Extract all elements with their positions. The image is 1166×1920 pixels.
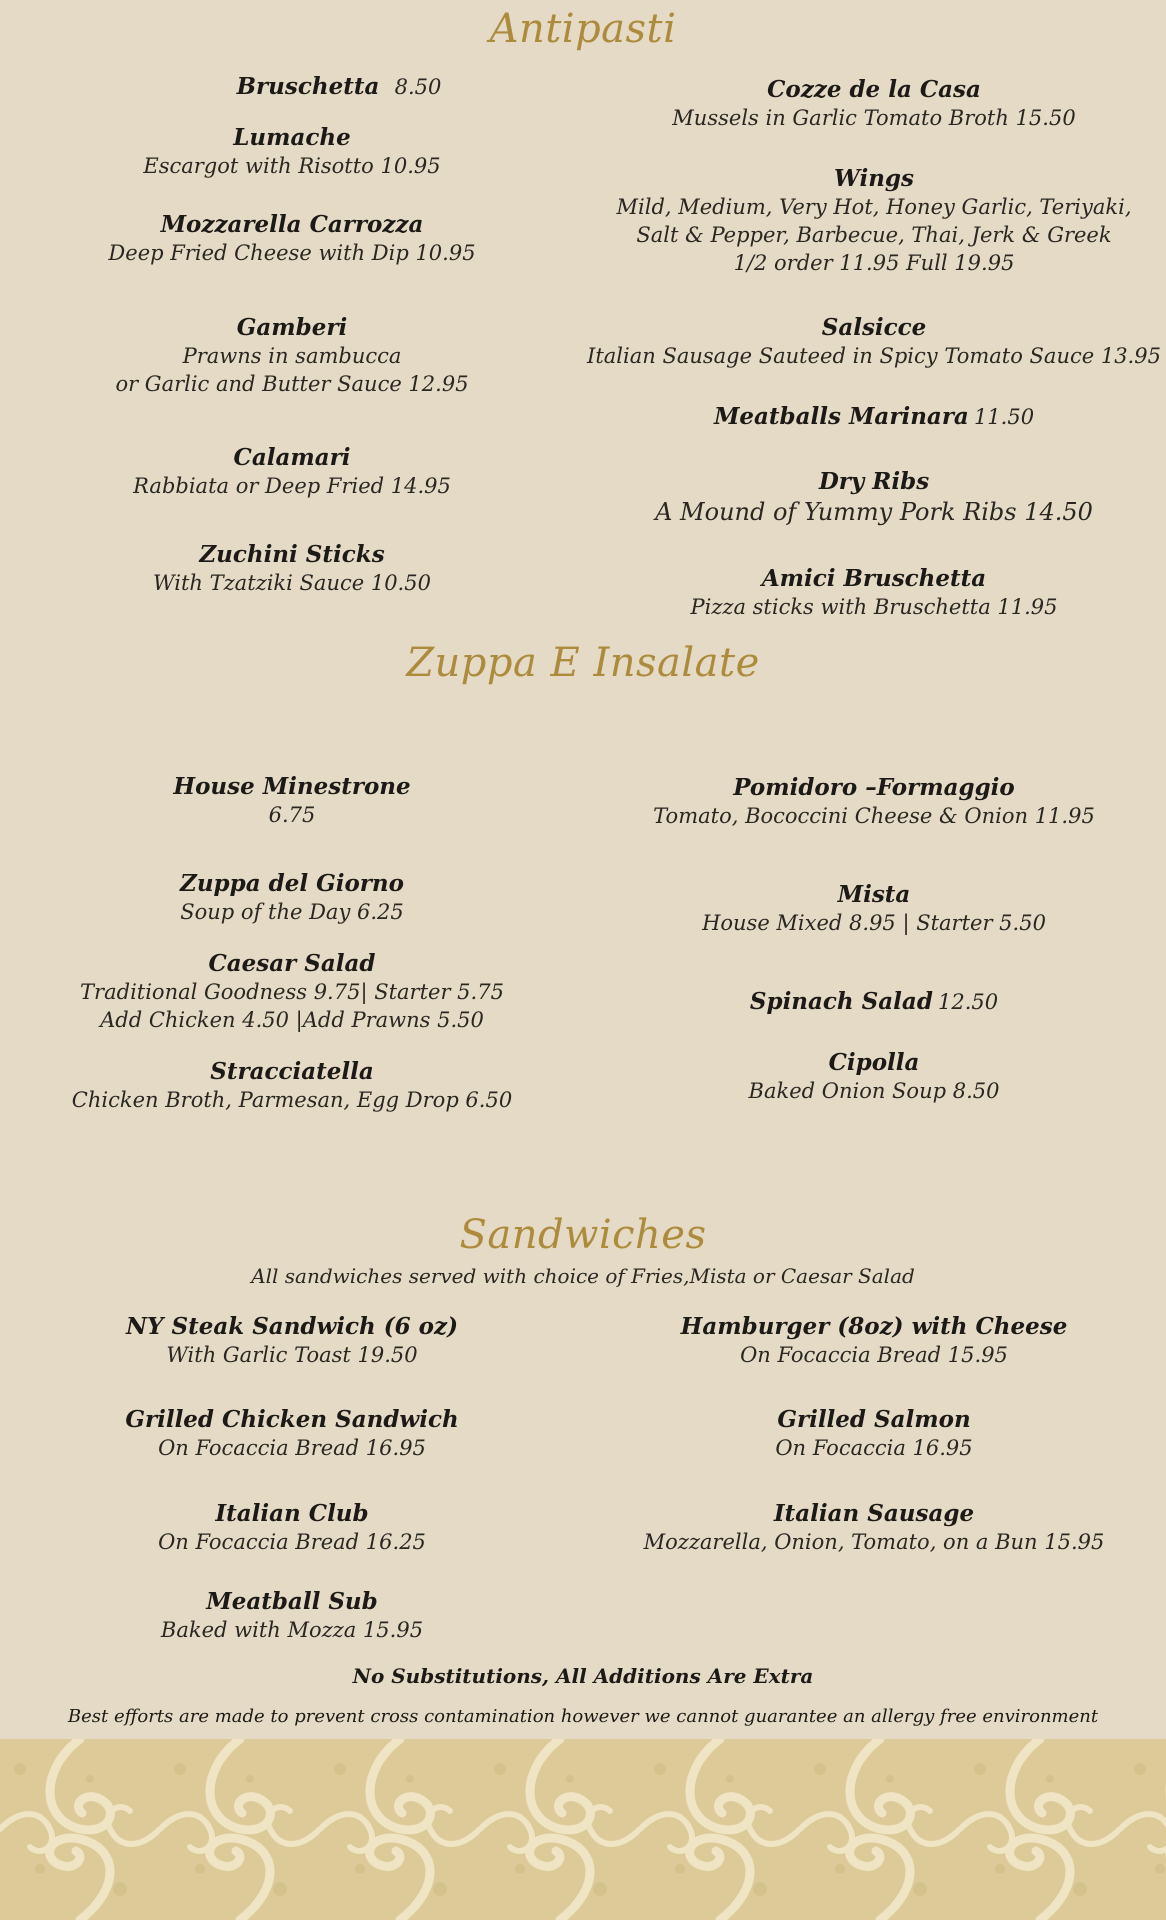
item-description: On Focaccia Bread 16.25	[158, 1530, 426, 1554]
item-price: 12.50	[938, 990, 999, 1014]
item-description: With Garlic Toast 19.50	[166, 1343, 418, 1367]
item-description: On Focaccia 16.95	[775, 1436, 973, 1460]
item-description: Prawns in sambucca	[182, 344, 402, 368]
menu-item-zuchini-sticks	[153, 541, 431, 597]
item-name: Grilled Chicken Sandwich	[125, 1406, 459, 1433]
menu-item-hamburger	[681, 1313, 1068, 1369]
menu-item-stracciatella	[72, 1058, 512, 1114]
item-name: Calamari	[233, 444, 351, 471]
item-name: Zuchini Sticks	[199, 541, 385, 568]
item-description: 6.75	[268, 803, 316, 827]
menu-item-ny-steak-sandwich	[126, 1313, 458, 1369]
item-name: Hamburger (8oz) with Cheese	[680, 1313, 1068, 1340]
section-title-antipasti: Antipasti	[489, 6, 677, 52]
menu-item-cozze-de-la-casa	[672, 76, 1075, 132]
swirl-pattern-graphic	[0, 1739, 1166, 1920]
item-name: Gamberi	[236, 314, 348, 341]
menu-item-bruschetta	[237, 73, 442, 101]
item-description: Baked Onion Soup 8.50	[748, 1079, 1000, 1103]
menu-item-lumache	[143, 124, 440, 180]
item-name: Pomidoro –Formaggio	[733, 774, 1015, 801]
item-description: Soup of the Day 6.25	[180, 900, 404, 924]
item-description: Mussels in Garlic Tomato Broth 15.50	[672, 106, 1076, 130]
item-name: Mista	[837, 881, 911, 908]
item-name: Wings	[834, 165, 914, 192]
menu-item-salsicce	[587, 314, 1161, 370]
menu-item-meatballs-marinara	[714, 403, 1034, 431]
item-description: On Focaccia Bread 15.95	[740, 1343, 1008, 1367]
item-name: Spinach Salad	[749, 988, 933, 1015]
item-description: Escargot with Risotto 10.95	[143, 154, 441, 178]
menu-item-italian-sausage	[644, 1500, 1105, 1556]
item-description: Tomato, Bococcini Cheese & Onion 11.95	[653, 804, 1095, 828]
item-name: Italian Sausage	[773, 1500, 975, 1527]
section-title-zuppa-e-insalate: Zuppa E Insalate	[406, 640, 760, 686]
item-name: Cozze de la Casa	[767, 76, 981, 103]
item-description: Chicken Broth, Parmesan, Egg Drop 6.50	[71, 1088, 513, 1112]
item-name: Meatballs Marinara	[713, 403, 969, 430]
menu-item-dry-ribs	[655, 468, 1093, 528]
item-name: NY Steak Sandwich (6 oz)	[126, 1313, 458, 1340]
item-description: 1/2 order 11.95 Full 19.95	[733, 251, 1015, 275]
substitutions-note: No Substitutions, All Additions Are Extra	[352, 1664, 814, 1688]
item-description: or Garlic and Butter Sauce 12.95	[115, 372, 469, 396]
menu-item-amici-bruschetta	[690, 565, 1057, 621]
item-name: Meatball Sub	[206, 1588, 378, 1615]
sandwiches-subtitle: All sandwiches served with choice of Fries,Mista or Caesar Salad	[251, 1264, 915, 1288]
menu-item-gamberi	[115, 314, 468, 398]
item-name: Dry Ribs	[818, 468, 930, 495]
menu-item-grilled-chicken-sandwich	[125, 1406, 458, 1462]
item-name: Salsicce	[821, 314, 927, 341]
item-name: Mozzarella Carrozza	[160, 211, 424, 238]
item-description: Mild, Medium, Very Hot, Honey Garlic, Teriyaki,	[616, 195, 1132, 219]
menu-item-mista	[702, 881, 1046, 937]
item-name: Italian Club	[215, 1500, 369, 1527]
item-description: Salt & Pepper, Barbecue, Thai, Jerk & Greek	[636, 223, 1112, 247]
item-description: Mozzarella, Onion, Tomato, on a Bun 15.95	[643, 1530, 1105, 1554]
item-description: Deep Fried Cheese with Dip 10.95	[108, 241, 476, 265]
menu-item-caesar-salad	[80, 950, 504, 1034]
item-name: Bruschetta	[236, 73, 380, 100]
item-price: 11.50	[973, 405, 1035, 429]
item-name: Grilled Salmon	[777, 1406, 971, 1433]
item-description: With Tzatziki Sauce 10.50	[153, 571, 431, 595]
item-name: Amici Bruschetta	[761, 565, 987, 592]
damask-pattern-border	[0, 1739, 1166, 1920]
menu-item-pomidoro-formaggio	[653, 774, 1095, 830]
menu-item-meatball-sub	[161, 1588, 423, 1644]
item-name: Caesar Salad	[208, 950, 376, 977]
menu-item-grilled-salmon	[775, 1406, 972, 1462]
item-description: A Mound of Yummy Pork Ribs 14.50	[655, 498, 1093, 526]
menu-item-calamari	[133, 444, 451, 500]
menu-item-italian-club	[158, 1500, 426, 1556]
menu-item-wings	[617, 165, 1132, 277]
item-description: Pizza sticks with Bruschetta 11.95	[690, 595, 1058, 619]
item-price: 8.50	[394, 75, 442, 99]
item-description: House Mixed 8.95 | Starter 5.50	[702, 911, 1046, 935]
item-name: Lumache	[233, 124, 351, 151]
item-description: Traditional Goodness 9.75| Starter 5.75	[80, 980, 504, 1004]
menu-item-house-minestrone	[173, 773, 410, 829]
item-name: Cipolla	[828, 1049, 920, 1076]
item-description: On Focaccia Bread 16.95	[158, 1436, 426, 1460]
item-name: House Minestrone	[173, 773, 411, 800]
menu-item-spinach-salad	[750, 988, 998, 1016]
menu-item-cipolla	[749, 1049, 1000, 1105]
allergy-disclaimer: Best efforts are made to prevent cross contamination however we cannot guarantee an allergy free environment	[67, 1706, 1099, 1727]
item-description: Rabbiata or Deep Fried 14.95	[133, 474, 451, 498]
item-name: Stracciatella	[210, 1058, 374, 1085]
menu-item-zuppa-del-giorno	[180, 870, 404, 926]
item-description: Add Chicken 4.50 |Add Prawns 5.50	[100, 1008, 484, 1032]
section-title-sandwiches: Sandwiches	[459, 1212, 707, 1258]
item-description: Italian Sausage Sauteed in Spicy Tomato Sauce 13.95	[587, 344, 1161, 368]
item-description: Baked with Mozza 15.95	[160, 1618, 424, 1642]
item-name: Zuppa del Giorno	[180, 870, 404, 897]
menu-item-mozzarella-carrozza	[108, 211, 475, 267]
